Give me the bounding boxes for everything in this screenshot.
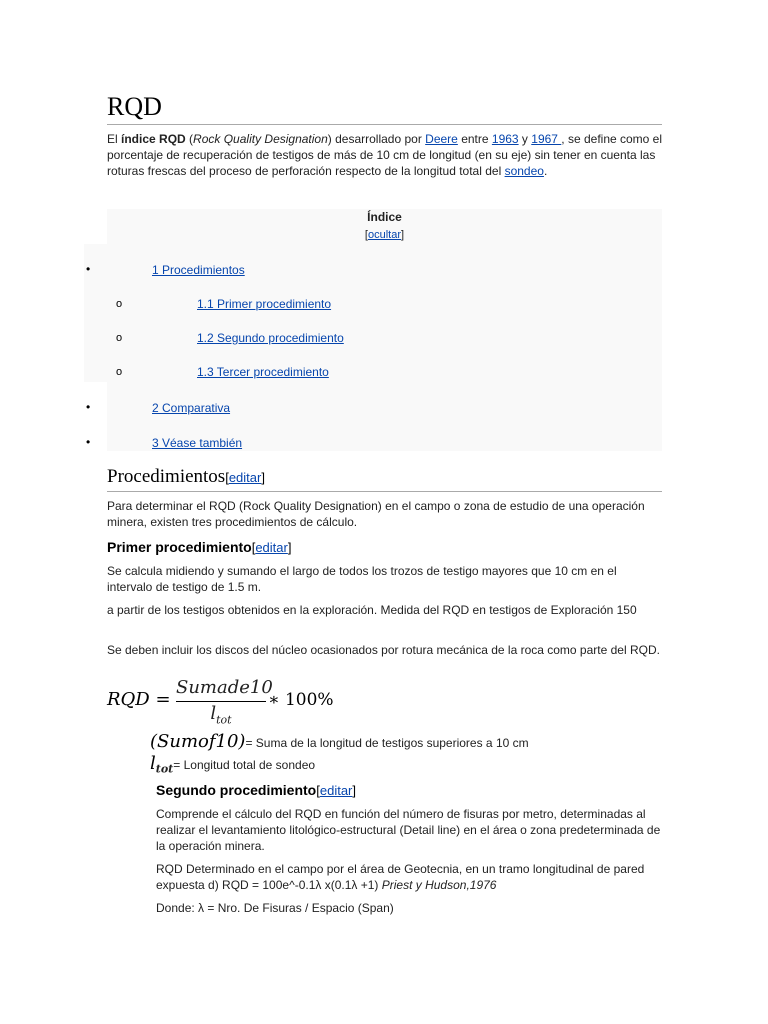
formula-fraction xyxy=(176,676,273,732)
bracket: ] xyxy=(261,470,265,485)
heading-text: Primer procedimiento xyxy=(107,539,252,555)
year-1967-link[interactable]: 1967 xyxy=(531,132,562,146)
toc-item-vease-tambien[interactable]: 3 Véase también xyxy=(152,436,243,450)
toc-item-tercer-procedimiento[interactable]: 1.3 Tercer procedimiento xyxy=(197,365,329,379)
intro-text: ) desarrollado por xyxy=(327,132,426,146)
edit-link-procedimientos[interactable]: editar xyxy=(228,470,262,485)
def-text: = Suma de la longitud de testigos superiores a 10 cm xyxy=(245,736,529,750)
intro-text: , se define como el porcentaje de recuperación de testigos de más de 10 cm de longitud (en su eje) sin tener en cuenta las roturas frescas del proceso de perforación respecto de la longitud total del xyxy=(107,132,663,178)
edit-control xyxy=(316,783,356,798)
heading-text: Procedimientos xyxy=(107,466,226,487)
primer-paragraph-2: a partir de los testigos obtenidos en la exploración. Medida del RQD en testigos de Exploración 150 xyxy=(107,603,637,617)
definition-ltot xyxy=(150,753,315,775)
bracket: [ xyxy=(316,783,320,798)
formula-denominator xyxy=(176,703,266,732)
segundo-paragraph-1: Comprende el cálculo del RQD en función del número de fisuras por metro, determinadas al realizar el levantamiento litológico-estructural (Detail line) en el área o zona predeterminada de la operación minera. xyxy=(156,807,661,853)
intro-text: entre xyxy=(457,132,492,146)
citation: Priest y Hudson,1976 xyxy=(381,878,497,892)
section-heading-segundo xyxy=(156,781,356,800)
intro-text: El xyxy=(107,132,122,146)
bullet-disc-icon: • xyxy=(86,400,91,414)
edit-control xyxy=(225,470,265,485)
section-heading-primer xyxy=(107,538,291,557)
bracket: [ xyxy=(225,470,229,485)
bracket: ] xyxy=(352,783,357,798)
bullet-circle-icon: o xyxy=(116,298,123,310)
intro-text: ( xyxy=(185,132,194,146)
bullet-circle-icon: o xyxy=(116,366,123,378)
primer-paragraph-1: Se calcula midiendo y sumando el largo de todos los trozos de testigo mayores que 10 cm en el intervalo de testigo de 1.5 m. xyxy=(107,564,617,594)
intro-bold-term: índice RQD xyxy=(121,132,186,146)
def-text: = Longitud total de sondeo xyxy=(173,758,316,772)
bracket: [ xyxy=(364,229,368,241)
segundo-paragraph-3: Donde: λ = Nro. De Fisuras / Espacio (Span) xyxy=(156,901,394,915)
page-title: RQD xyxy=(107,92,662,125)
edit-link-primer[interactable]: editar xyxy=(255,540,288,555)
intro-italic-term: Rock Quality Designation xyxy=(193,132,328,146)
formula-numerator: Sumade10 xyxy=(176,677,273,698)
bullet-circle-icon: o xyxy=(116,332,123,344)
toc-hide-control xyxy=(107,229,662,241)
segundo-paragraph-2 xyxy=(156,861,664,893)
fraction-bar xyxy=(176,701,266,702)
year-1963-link[interactable]: 1963 xyxy=(491,132,519,146)
bracket: ] xyxy=(287,540,292,555)
formula-lhs: RQD = xyxy=(107,689,171,710)
def-symbol: (Sumof10) xyxy=(150,731,246,752)
sondeo-link[interactable]: sondeo xyxy=(504,164,544,178)
toc-hide-link[interactable]: ocultar xyxy=(367,229,402,241)
deere-link[interactable]: Deere xyxy=(425,132,458,146)
primer-paragraph-3: Se deben incluir los discos del núcleo ocasionados por rotura mecánica de la roca como parte del RQD. xyxy=(107,643,660,657)
def-symbol: l xyxy=(150,753,156,774)
toc-item-comparativa[interactable]: 2 Comparativa xyxy=(152,401,231,415)
edit-control xyxy=(252,540,292,555)
bracket: ] xyxy=(401,229,405,241)
intro-text: . xyxy=(543,164,548,178)
toc-title: Índice xyxy=(367,210,402,224)
heading-text: Segundo procedimiento xyxy=(156,782,317,798)
bullet-disc-icon: • xyxy=(86,435,91,449)
procedimientos-paragraph: Para determinar el RQD (Rock Quality Designation) en el campo o zona de estudio de una operación minera, existen tres procedimientos de cálculo. xyxy=(107,499,645,529)
toc-item-procedimientos[interactable]: 1 Procedimientos xyxy=(152,263,245,277)
definition-sumof10 xyxy=(150,731,529,752)
def-subscript: tot xyxy=(155,762,174,776)
intro-paragraph xyxy=(107,131,663,179)
bracket: [ xyxy=(251,540,256,555)
toc-item-segundo-procedimiento[interactable]: 1.2 Segundo procedimiento xyxy=(197,331,344,345)
intro-text: y xyxy=(518,132,532,146)
bullet-disc-icon: • xyxy=(86,262,91,276)
edit-link-segundo[interactable]: editar xyxy=(319,783,353,798)
toc-item-primer-procedimiento[interactable]: 1.1 Primer procedimiento xyxy=(197,297,332,311)
section-heading-procedimientos xyxy=(107,465,662,492)
den-subscript: tot xyxy=(216,713,232,727)
segundo-text: RQD Determinado en el campo por el área de Geotecnia, en un tramo longitudinal de pared expuesta d) RQD = 100e^-0.1λ x(0.1λ +1) xyxy=(156,862,645,892)
formula-rhs: ∗ 100% xyxy=(268,690,334,710)
den-symbol: l xyxy=(210,703,217,724)
